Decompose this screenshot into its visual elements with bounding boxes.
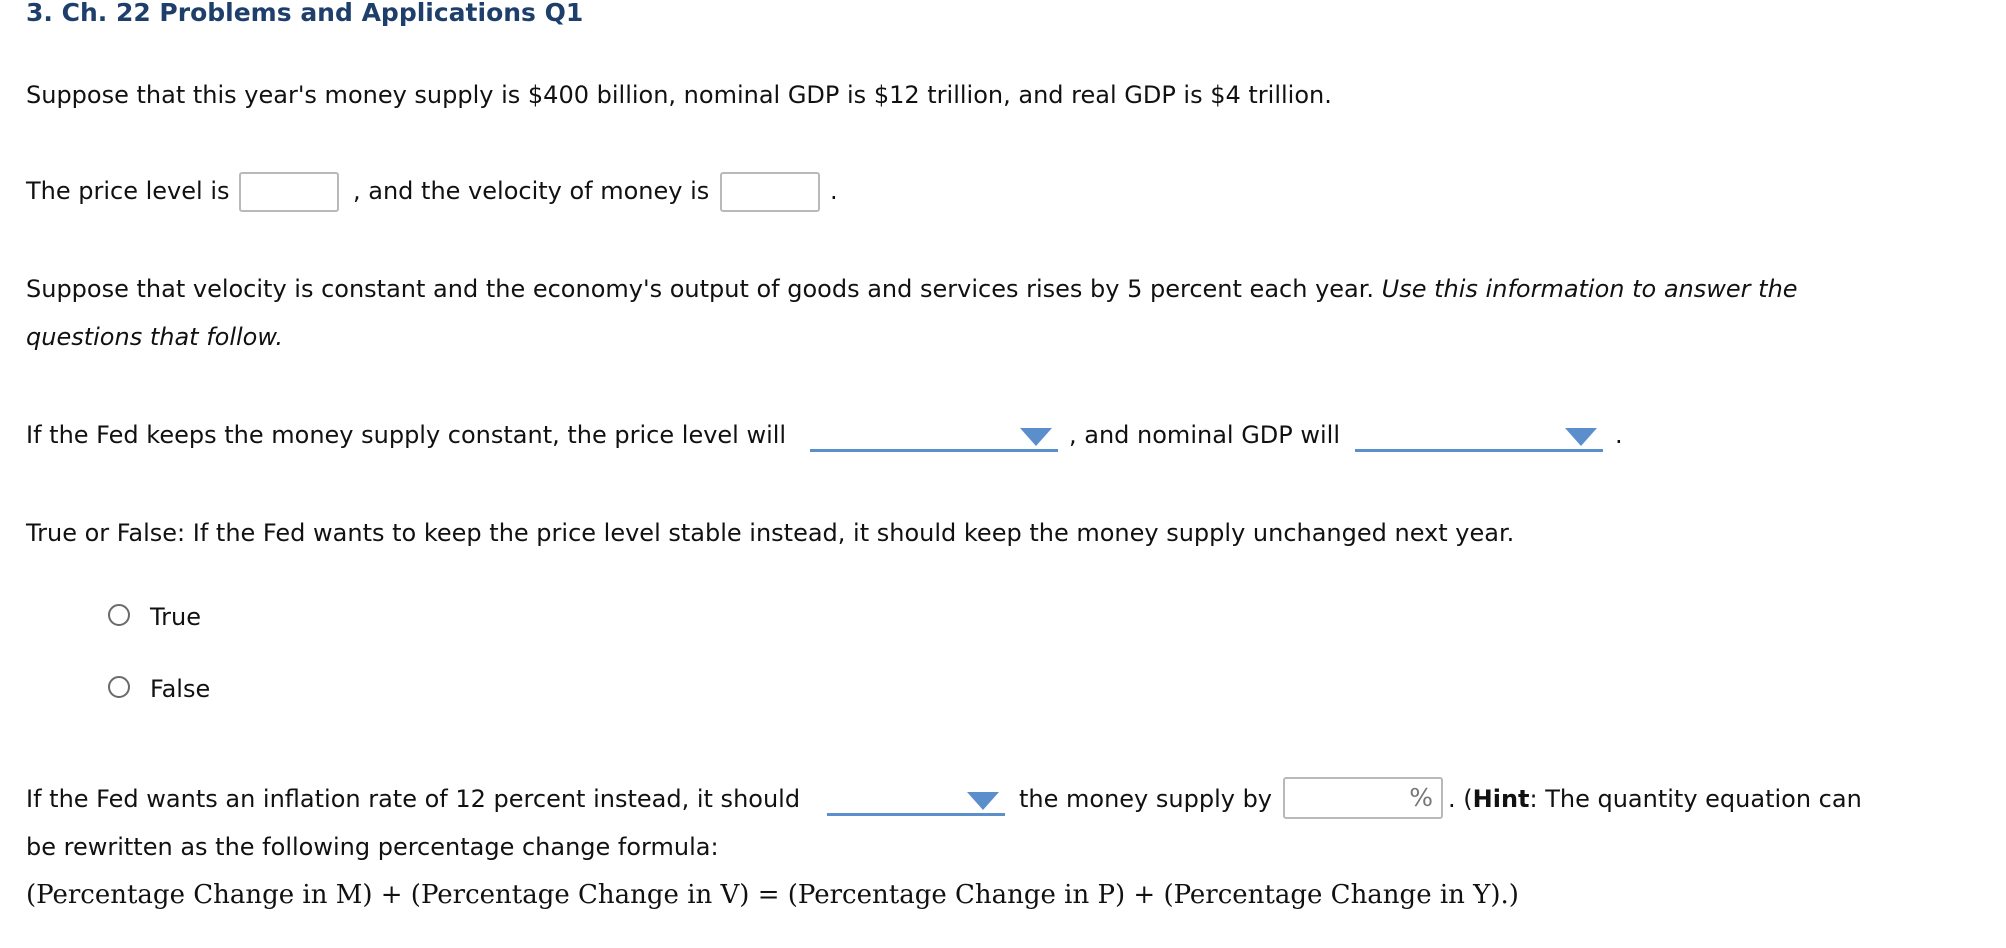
price-level-label: The price level is <box>26 177 230 205</box>
hint-body: : The quantity equation can <box>1529 785 1862 813</box>
info-text-plain: Suppose that velocity is constant and the economy's output of goods and services rises by 5 percent each year. <box>26 275 1375 303</box>
info-text <box>26 274 1798 304</box>
intro-text: Suppose that this year's money supply is $400 billion, nominal GDP is $12 trillion, and real GDP is $4 trillion. <box>26 81 1332 109</box>
inflation-label: If the Fed wants an inflation rate of 12 percent instead, it should <box>26 785 801 813</box>
hint-text <box>1448 784 1862 814</box>
hint-line-2: be rewritten as the following percentage change formula: <box>26 833 719 861</box>
fed-constant-label: If the Fed keeps the money supply constant, the price level will <box>26 421 787 449</box>
true-option-label[interactable]: True <box>150 603 201 631</box>
hint-label: Hint <box>1472 785 1530 813</box>
percentage-change-formula: (Percentage Change in M) + (Percentage Change in V) = (Percentage Change in P) + (Percentage Change in Y).) <box>26 880 1519 910</box>
hint-open: . ( <box>1448 785 1473 813</box>
true-false-question: True or False: If the Fed wants to keep the price level stable instead, it should keep the money supply unchanged next year. <box>26 519 1515 547</box>
money-supply-action-dropdown[interactable] <box>827 782 1005 816</box>
percent-sign: % <box>1409 783 1433 812</box>
price-level-input[interactable] <box>239 172 339 212</box>
info-text-italic-2: questions that follow. <box>26 323 284 351</box>
chevron-down-icon <box>1565 428 1597 446</box>
money-supply-by-label: the money supply by <box>1019 785 1273 813</box>
page-title: 3. Ch. 22 Problems and Applications Q1 <box>26 0 584 27</box>
false-radio[interactable] <box>108 676 130 698</box>
info-text-italic-1: Use this information to answer the <box>1381 275 1798 303</box>
q2-period: . <box>1615 421 1623 449</box>
false-option-label[interactable]: False <box>150 675 211 703</box>
price-level-dropdown[interactable] <box>810 418 1058 452</box>
money-supply-percent-input[interactable] <box>1283 777 1443 819</box>
velocity-label: , and the velocity of money is <box>353 177 710 205</box>
true-radio[interactable] <box>108 604 130 626</box>
nominal-gdp-dropdown[interactable] <box>1355 418 1603 452</box>
q1-period: . <box>830 177 838 205</box>
chevron-down-icon <box>1020 428 1052 446</box>
velocity-input[interactable] <box>720 172 820 212</box>
nominal-gdp-label: , and nominal GDP will <box>1069 421 1341 449</box>
chevron-down-icon <box>967 792 999 810</box>
